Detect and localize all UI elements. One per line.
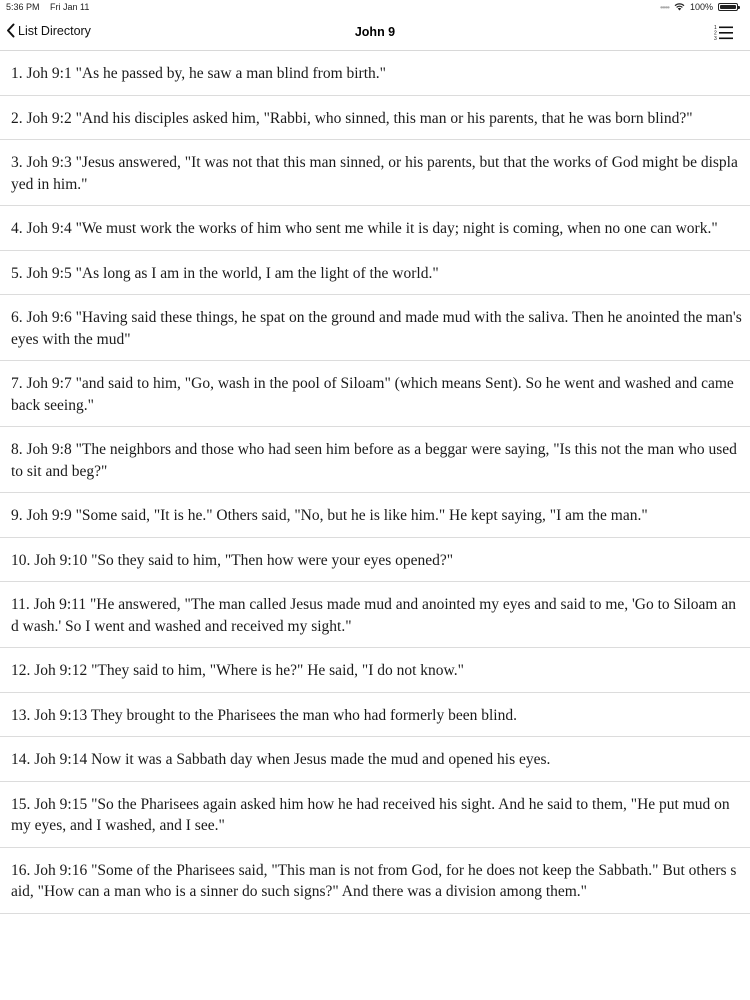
verse-item[interactable]: 13. Joh 9:13 They brought to the Pharisees the man who had formerly been blind.	[0, 693, 750, 738]
back-button-label: List Directory	[18, 23, 91, 38]
verse-item[interactable]: 2. Joh 9:2 "And his disciples asked him, "Rabbi, who sinned, this man or his parents, that he was born blind?"	[0, 96, 750, 141]
status-time: 5:36 PM	[6, 2, 40, 12]
verse-item[interactable]: 5. Joh 9:5 "As long as I am in the world, I am the light of the world."	[0, 251, 750, 296]
verse-item[interactable]: 15. Joh 9:15 "So the Pharisees again asked him how he had received his sight. And he said to them, "He put mud on my eyes, and I washed, and I see."	[0, 782, 750, 848]
navigation-bar	[0, 16, 750, 51]
svg-text:3: 3	[714, 36, 717, 42]
battery-icon	[718, 3, 738, 11]
status-date: Fri Jan 11	[50, 2, 90, 12]
battery-percent: 100%	[689, 2, 713, 12]
battery-fill	[720, 5, 736, 9]
verse-list[interactable]	[0, 51, 750, 1000]
verse-item[interactable]: 6. Joh 9:6 "Having said these things, he spat on the ground and made mud with the saliva. Then he anointed the man's eyes with the mud"	[0, 295, 750, 361]
verse-item[interactable]: 7. Joh 9:7 "and said to him, "Go, wash in the pool of Siloam" (which means Sent). So he went and washed and came back seeing."	[0, 361, 750, 427]
status-bar	[0, 0, 750, 16]
verse-item[interactable]: 11. Joh 9:11 "He answered, "The man called Jesus made mud and anointed my eyes and said to me, 'Go to Siloam and wash.' So I went and washed and received my sight."	[0, 582, 750, 648]
verse-item[interactable]: 4. Joh 9:4 "We must work the works of him who sent me while it is day; night is coming, when no one can work."	[0, 206, 750, 251]
status-left	[6, 2, 89, 12]
chevron-left-icon	[6, 23, 15, 38]
verse-item[interactable]: 14. Joh 9:14 Now it was a Sabbath day when Jesus made the mud and opened his eyes.	[0, 737, 750, 782]
page-title: John 9	[354, 25, 396, 39]
verse-item[interactable]: 8. Joh 9:8 "The neighbors and those who had seen him before as a beggar were saying, "Is this not the man who used to sit and beg?"	[0, 427, 750, 493]
back-button[interactable]	[6, 23, 91, 38]
list-button[interactable]	[714, 24, 734, 42]
verse-item[interactable]: 16. Joh 9:16 "Some of the Pharisees said, "This man is not from God, for he does not keep the Sabbath." But others said, "How can a man who is a sinner do such signs?" And there was a division among them."	[0, 848, 750, 914]
svg-text:1: 1	[714, 25, 717, 31]
svg-text:2: 2	[714, 30, 717, 37]
verse-item[interactable]: 1. Joh 9:1 "As he passed by, he saw a man blind from birth."	[0, 51, 750, 96]
status-right	[660, 2, 738, 12]
verse-item[interactable]: 3. Joh 9:3 "Jesus answered, "It was not that this man sinned, or his parents, but that the works of God might be displayed in him."	[0, 140, 750, 206]
signal-icon: •••••	[659, 2, 669, 12]
verse-item[interactable]: 10. Joh 9:10 "So they said to him, "Then how were your eyes opened?"	[0, 538, 750, 583]
list-icon	[714, 24, 734, 42]
verse-item[interactable]: 12. Joh 9:12 "They said to him, "Where is he?" He said, "I do not know."	[0, 648, 750, 693]
verse-item[interactable]: 9. Joh 9:9 "Some said, "It is he." Others said, "No, but he is like him." He kept saying, "I am the man."	[0, 493, 750, 538]
wifi-icon	[674, 3, 685, 11]
